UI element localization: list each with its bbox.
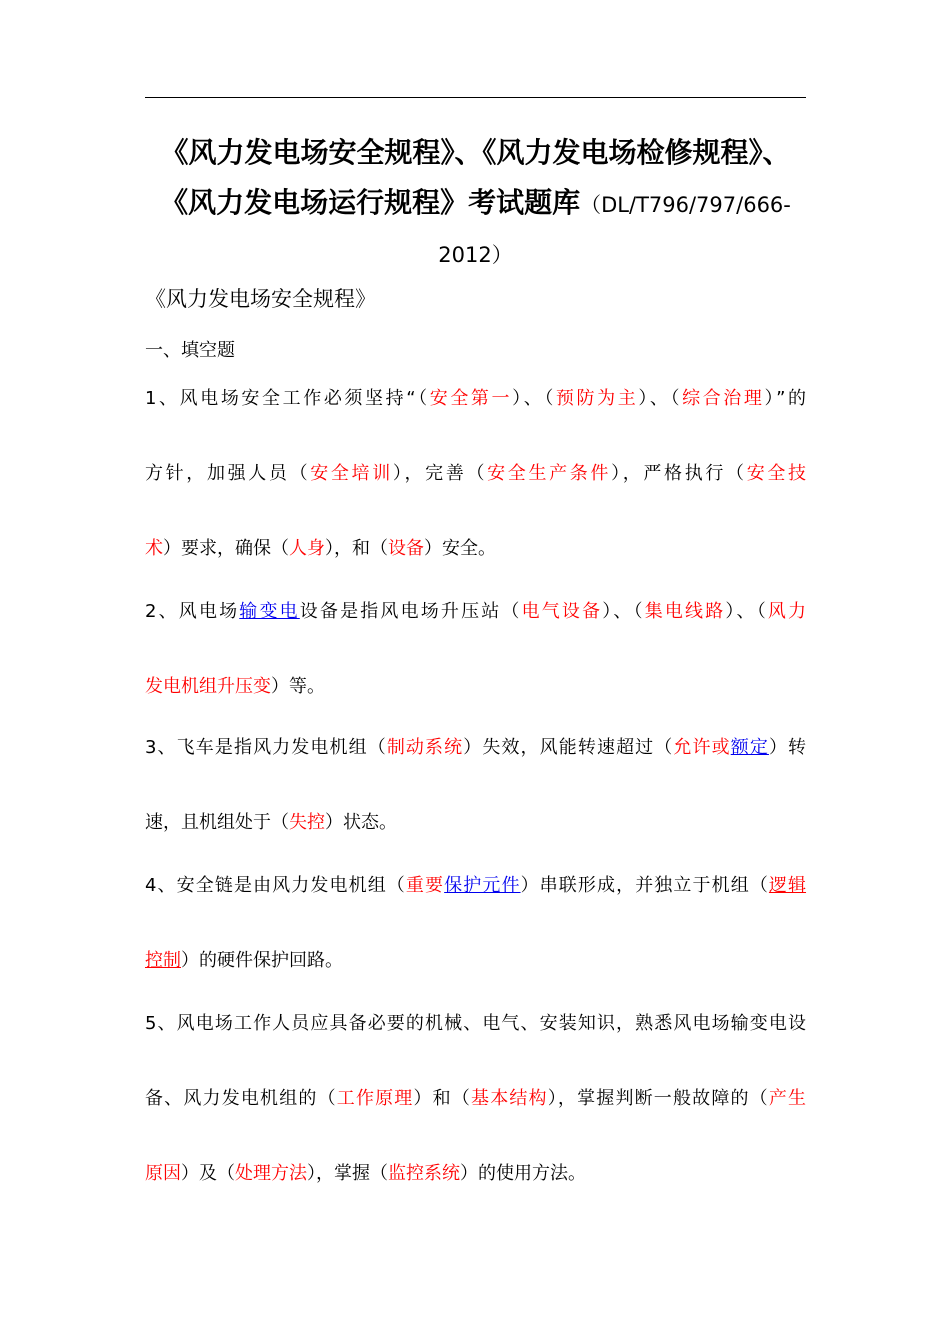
question-text: ），掌握（ (307, 1163, 388, 1184)
title-line-2-text: 《风力发电场运行规程》考试题库 (160, 186, 581, 219)
question-line (145, 436, 806, 511)
question-text: ）失效，风能转速超过（ (463, 737, 674, 758)
answer-text: 重要 (405, 875, 445, 896)
answer-text: 集电线路 (644, 601, 726, 622)
question-line (145, 848, 806, 923)
question-2 (145, 574, 806, 724)
answer-text: 产生 (768, 1088, 807, 1109)
question-text: ）、（ (512, 388, 556, 409)
question-text: 2、风电场 (145, 601, 240, 622)
question-text: ）、（ (725, 601, 768, 622)
header-rule (145, 97, 806, 98)
answer-text: 安全培训 (310, 463, 393, 484)
section-title: 《风力发电场安全规程》 (145, 287, 376, 311)
answer-text: 安全生产条件 (487, 463, 612, 484)
question-text: ），掌握判断一般故障的（ (547, 1088, 769, 1109)
question-text: 方针，加强人员（ (145, 463, 311, 484)
answer-text: 处理方法 (235, 1163, 307, 1184)
standard-code: （DL/T796/797/666- (580, 193, 791, 217)
subsection-title: 一、填空题 (145, 340, 235, 361)
term-link[interactable]: 输变电 (239, 601, 300, 622)
answer-text: 术 (145, 538, 163, 559)
answer-text: 设备 (388, 538, 424, 559)
question-3 (145, 710, 806, 860)
question-text: ）安全。 (424, 538, 496, 559)
standard-code-year: 2012） (438, 243, 513, 267)
question-text: ）串联形成，并独立于机组（ (520, 875, 769, 896)
answer-text: 人身 (289, 538, 325, 559)
answer-text: 监控系统 (388, 1163, 460, 1184)
question-text: ）、（ (602, 601, 645, 622)
question-text: ），严格执行（ (611, 463, 747, 484)
answer-text: 失控 (289, 812, 325, 833)
question-text: ）和（ (413, 1088, 472, 1109)
question-text: 速，且机组处于（ (145, 812, 289, 833)
question-text: ）的使用方法。 (460, 1163, 586, 1184)
answer-text: 允许或 (673, 737, 731, 758)
answer-text: 发电机组升压变 (145, 676, 271, 697)
question-line (145, 1061, 806, 1136)
question-text: 1、风电场安全工作必须坚持“（ (145, 388, 430, 409)
answer-text: 风力 (767, 601, 807, 622)
answer-text: 控制 (145, 950, 181, 971)
question-text: ）转 (768, 737, 807, 758)
answer-text: 安全第一 (429, 388, 513, 409)
answer-text: 制动系统 (386, 737, 464, 758)
question-text: ）的硬件保护回路。 (181, 950, 343, 971)
answer-text: 电气设备 (521, 601, 603, 622)
question-text: 3、飞车是指风力发电机组（ (145, 737, 387, 758)
document-page (145, 0, 806, 1344)
question-text: ）”的 (764, 388, 807, 409)
question-text: ），和（ (325, 538, 388, 559)
title-line-2 (145, 178, 806, 230)
question-line (145, 574, 806, 649)
question-text: ），完善（ (392, 463, 488, 484)
question-text: ）及（ (181, 1163, 235, 1184)
answer-text: 工作原理 (336, 1088, 414, 1109)
question-text: ）、（ (638, 388, 683, 409)
question-text: 备、风力发电机组的（ (145, 1088, 337, 1109)
question-line (145, 710, 806, 785)
question-1 (145, 361, 806, 586)
title-line-1: 《风力发电场安全规程》、《风力发电场检修规程》、 (160, 136, 791, 169)
answer-text: 原因 (145, 1163, 181, 1184)
question-text: ）等。 (271, 676, 325, 697)
answer-text: 逻辑 (768, 875, 807, 896)
term-link[interactable]: 额定 (730, 737, 769, 758)
question-line (145, 1136, 806, 1211)
answer-text: 综合治理 (682, 388, 765, 409)
answer-text: 安全技 (746, 463, 806, 484)
question-text: 5、风电场工作人员应具备必要的机械、电气、安装知识，熟悉风电场输变电设 (145, 1013, 806, 1034)
question-line (145, 361, 806, 436)
question-5 (145, 986, 806, 1211)
question-4 (145, 848, 806, 998)
question-text: 4、安全链是由风力发电机组（ (145, 875, 406, 896)
question-text: 设备是指风电场升压站（ (299, 601, 522, 622)
question-line (145, 986, 806, 1061)
answer-text: 预防为主 (555, 388, 639, 409)
document-title (145, 128, 806, 280)
term-link[interactable]: 保护元件 (444, 875, 521, 896)
answer-text: 基本结构 (471, 1088, 548, 1109)
question-text: ）要求，确保（ (163, 538, 289, 559)
question-text: ）状态。 (325, 812, 397, 833)
